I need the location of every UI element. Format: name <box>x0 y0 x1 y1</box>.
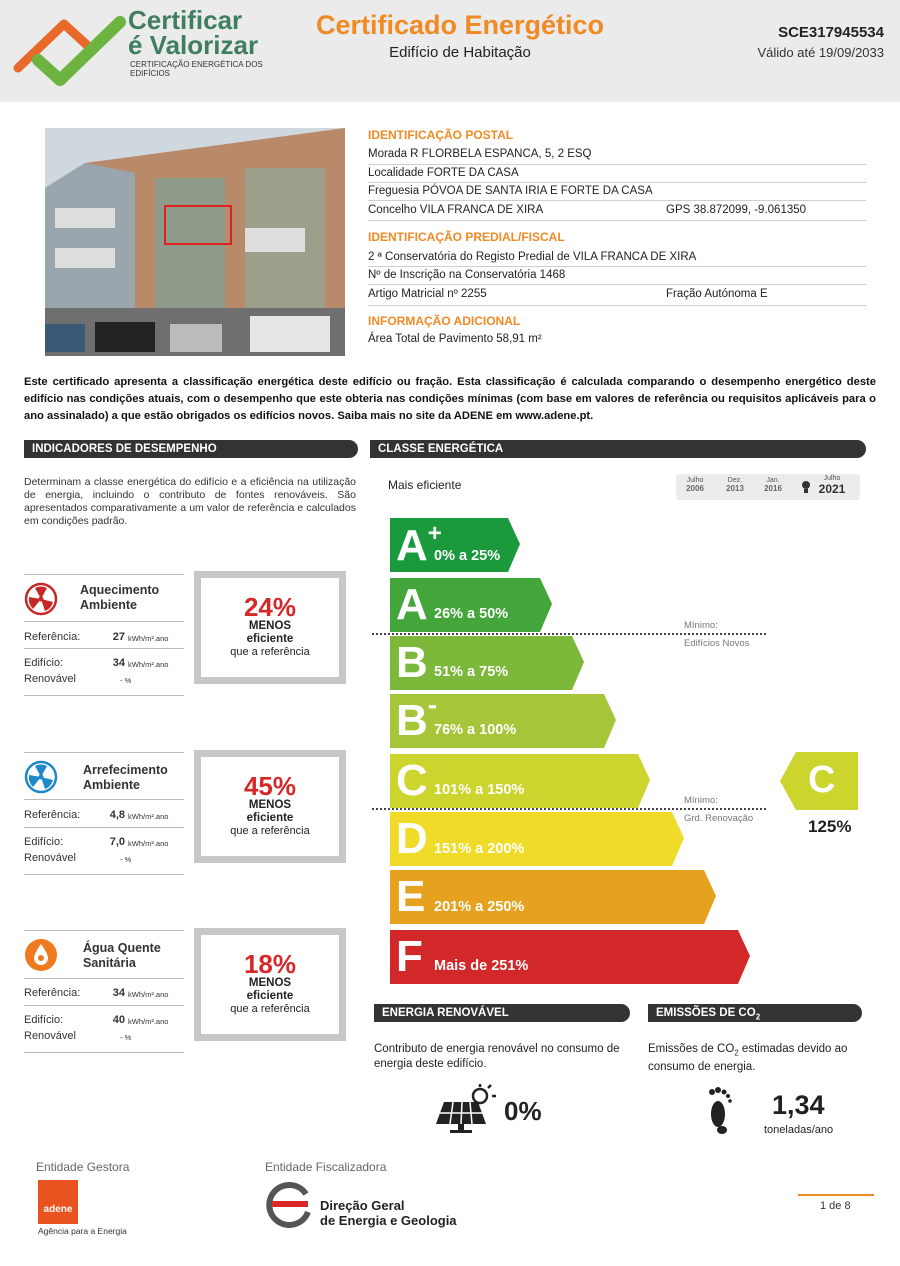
class-b-letter: B <box>396 638 428 687</box>
document-subtitle: Edifício de Habitação <box>389 44 531 61</box>
divider <box>24 621 184 622</box>
cooling-renewable-label: Renovável <box>24 852 76 864</box>
renewable-title: ENERGIA RENOVÁVEL <box>374 1004 630 1022</box>
class-d-arrow <box>390 812 684 866</box>
footprint-icon <box>704 1086 736 1134</box>
class-modifier: + <box>427 520 442 547</box>
cooling-eficiente: eficiente <box>246 812 294 824</box>
cooling-ref-text: que a referência <box>230 825 310 837</box>
hot-water-building-unit: kWh/m².ano <box>128 1017 169 1026</box>
divider <box>24 827 184 828</box>
hot-water-building-label: Edifício: <box>24 1014 64 1026</box>
cooling-menos: MENOS <box>248 799 292 811</box>
solar-panel-icon <box>436 1084 498 1134</box>
indicators-description: Determinam a classe energética do edifício e a eficiência na utilização de energia, incluindo o contributo de fontes renováveis. São apresentados comparativamente a um valor de referência e calculados em condições padrão. <box>24 476 356 527</box>
class-d-range: 151% a 200% <box>434 841 525 857</box>
date-month: Dez. <box>727 477 743 484</box>
heating-title-line-2: Ambiente <box>80 598 137 612</box>
min-new-buildings-line <box>372 633 766 635</box>
hot-water-ref-unit: kWh/m².ano <box>128 990 169 999</box>
class-e-arrow <box>390 870 716 924</box>
class-b-minus-range: 76% a 100% <box>434 722 517 738</box>
postal-gps: GPS 38.872099, -9.061350 <box>666 204 807 216</box>
hot-water-title <box>83 941 161 971</box>
divider <box>24 1005 184 1006</box>
divider <box>368 200 866 201</box>
energy-class-arrows <box>388 518 768 988</box>
brand-subtitle: CERTIFICAÇÃO ENERGÉTICA DOS EDIFÍCIOS <box>130 60 263 78</box>
class-d-letter: D <box>396 814 428 863</box>
result-class-letter: C <box>808 759 836 801</box>
heating-renewable-value: - % <box>120 676 132 685</box>
indicators-title: INDICADORES DE DESEMPENHO <box>24 440 358 458</box>
heating-efficiency-box <box>194 571 346 684</box>
postal-locality: Localidade FORTE DA CASA <box>368 167 519 179</box>
hot-water-building-value: 40 <box>112 1014 125 1026</box>
cooling-building-value: 7,0 <box>109 836 125 848</box>
class-modifier: - <box>427 689 438 720</box>
hot-water-menos: MENOS <box>248 977 292 989</box>
date-year: 2006 <box>686 484 704 493</box>
min-renovation-line <box>372 808 766 810</box>
heating-building-value: 34 <box>112 657 125 669</box>
co2-description-text: Emissões de CO <box>648 1043 735 1055</box>
divider <box>368 220 866 221</box>
divider <box>24 648 184 649</box>
heating-ref-text: que a referência <box>230 646 310 658</box>
brand-logo-icon <box>12 12 130 86</box>
date-badge-2016 <box>756 477 790 499</box>
heating-pct: 24% <box>243 592 297 622</box>
co2-description <box>648 1042 870 1075</box>
water-drop-icon <box>24 938 58 972</box>
divider <box>24 574 184 575</box>
co2-description-subscript: 2 <box>734 1048 739 1058</box>
predial-article: Artigo Matricial nº 2255 <box>368 288 487 300</box>
postal-parish: Freguesia PÓVOA DE SANTA IRIA E FORTE DA CASA <box>368 185 653 197</box>
postal-section-title: IDENTIFICAÇÃO POSTAL <box>368 128 514 142</box>
divider <box>24 695 184 696</box>
predial-fraction: Fração Autónoma E <box>666 288 768 300</box>
intro-paragraph: Este certificado apresenta a classificação energética deste edifício ou fração. Esta classificação é calculada comparando o desempenho energético deste edifício nas condições atuais, com o desempenho que este obteria nas condições mínimas (com base em valores de referência ou requisitos aplicáveis para o ano assinalado) a que estão obrigados os edifícios novos. Saiba mais no site da ADENE em www.adene.pt. <box>24 376 876 422</box>
validity-date: Válido até 19/09/2033 <box>757 45 884 60</box>
class-f-arrow <box>390 930 750 984</box>
divider <box>24 752 184 753</box>
dgeg-name-line-2: de Energia e Geologia <box>320 1213 457 1228</box>
class-e-letter: E <box>396 872 426 921</box>
heating-title-line-1: Aquecimento <box>80 583 160 597</box>
date-year: 2021 <box>818 482 846 496</box>
co2-description-text-end: estimadas devido ao consumo de energia. <box>648 1043 848 1074</box>
co2-value: 1,34 <box>772 1090 825 1120</box>
heating-building-unit: kWh/m².ano <box>128 660 169 669</box>
divider <box>24 874 184 875</box>
cooling-building-unit: kWh/m².ano <box>128 839 169 848</box>
heating-title <box>80 583 159 613</box>
divider <box>24 1052 184 1053</box>
co2-title-subscript: 2 <box>755 1012 761 1022</box>
divider <box>24 930 184 931</box>
hot-water-pct: 18% <box>243 949 297 979</box>
supervising-entity-label: Entidade Fiscalizadora <box>265 1160 387 1174</box>
divider <box>368 164 866 165</box>
class-a-range: 26% a 50% <box>434 606 509 622</box>
co2-title <box>648 1004 862 1022</box>
renewable-description: Contributo de energia renovável no consumo de energia deste edifício. <box>374 1043 620 1070</box>
cooling-efficiency-box <box>194 750 346 863</box>
page-indicator-line <box>798 1194 874 1196</box>
energy-class-title: CLASSE ENERGÉTICA <box>370 440 866 458</box>
divider <box>368 305 866 306</box>
building-photo <box>45 128 345 356</box>
class-c-letter: C <box>396 756 428 805</box>
heating-building-label: Edifício: <box>24 657 64 669</box>
heating-eficiente: eficiente <box>246 633 294 645</box>
postal-municipality: Concelho VILA FRANCA DE XIRA <box>368 204 544 216</box>
dgeg-name <box>320 1198 457 1228</box>
certificate-number: SCE317945534 <box>778 24 884 41</box>
adene-logo: adene <box>38 1180 78 1224</box>
hot-water-renewable-label: Renovável <box>24 1030 76 1042</box>
class-a-plus-range: 0% a 25% <box>434 548 501 564</box>
class-b-minus-label <box>396 689 438 745</box>
cooling-fan-icon <box>24 760 58 794</box>
min-new-label-1: Mínimo: <box>684 620 718 631</box>
date-year: 2016 <box>764 484 782 493</box>
cooling-ref-unit: kWh/m².ano <box>128 812 169 821</box>
divider <box>24 978 184 979</box>
cooling-title-line-1: Arrefecimento <box>83 763 168 777</box>
dgeg-name-line-1: Direção Geral <box>320 1198 405 1213</box>
class-letter: B <box>396 696 428 745</box>
cooling-pct: 45% <box>243 771 297 801</box>
date-badge-2021 <box>814 475 850 497</box>
hot-water-efficiency-box <box>194 928 346 1041</box>
predial-section-title: IDENTIFICAÇÃO PREDIAL/FISCAL <box>368 230 565 244</box>
min-new-label-2: Edifícios Novos <box>684 638 750 649</box>
heating-ref-label: Referência: <box>24 631 81 643</box>
cooling-ref-label: Referência: <box>24 809 81 821</box>
date-badge-2013 <box>718 477 752 499</box>
class-e-range: 201% a 250% <box>434 899 525 915</box>
divider <box>368 284 866 285</box>
date-badge-2006 <box>678 477 712 499</box>
hot-water-title-line-1: Água Quente <box>83 941 161 955</box>
additional-area: Área Total de Pavimento 58,91 m² <box>368 333 542 345</box>
cooling-renewable-value: - % <box>120 855 132 864</box>
hot-water-eficiente: eficiente <box>246 990 294 1002</box>
cooling-title-line-2: Ambiente <box>83 778 140 792</box>
hot-water-ref-value: 34 <box>112 987 125 999</box>
heating-fan-icon <box>24 582 58 616</box>
cooling-title <box>83 763 168 793</box>
class-letter: A <box>396 521 428 570</box>
brand-line-1: Certificar <box>128 5 243 35</box>
renewable-value: 0% <box>504 1096 542 1126</box>
managing-entity-label: Entidade Gestora <box>36 1160 130 1174</box>
divider <box>24 799 184 800</box>
divider <box>368 266 866 267</box>
hot-water-ref-label: Referência: <box>24 987 81 999</box>
hot-water-ref-text: que a referência <box>230 1003 310 1015</box>
date-month: Julho <box>686 477 704 484</box>
heating-ref-unit: kWh/m².ano <box>128 634 169 643</box>
hot-water-title-line-2: Sanitária <box>83 956 136 970</box>
hot-water-renewable-value: - % <box>120 1033 132 1042</box>
postal-address: Morada R FLORBELA ESPANCA, 5, 2 ESQ <box>368 148 592 160</box>
date-month: Jan. <box>766 477 780 484</box>
predial-inscription: Nº de Inscrição na Conservatória 1468 <box>368 269 566 281</box>
class-c-range: 101% a 150% <box>434 782 525 798</box>
divider <box>368 182 866 183</box>
cooling-building-label: Edifício: <box>24 836 64 848</box>
class-f-range: Mais de 251% <box>434 958 529 974</box>
min-renovation-label-2: Grd. Renovação <box>684 813 754 824</box>
co2-unit: toneladas/ano <box>764 1124 834 1136</box>
dgeg-logo-icon <box>266 1180 314 1228</box>
class-f-letter: F <box>396 932 423 981</box>
class-a-letter: A <box>396 580 428 629</box>
class-b-range: 51% a 75% <box>434 664 509 680</box>
heating-menos: MENOS <box>248 620 292 632</box>
bulb-icon <box>800 480 812 494</box>
brand-name <box>128 5 259 60</box>
predial-registry: 2 ª Conservatória do Registo Predial de VILA FRANCA DE XIRA <box>368 251 697 263</box>
cooling-ref-value: 4,8 <box>109 809 125 821</box>
date-month: Julho <box>823 475 841 482</box>
heating-ref-value: 27 <box>112 631 125 643</box>
date-year: 2013 <box>726 484 744 493</box>
document-title: Certificado Energético <box>315 10 605 40</box>
additional-section-title: INFORMAÇÃO ADICIONAL <box>368 314 521 328</box>
more-efficient-label: Mais eficiente <box>388 478 462 492</box>
page-number: 1 de 8 <box>820 1200 851 1212</box>
heating-renewable-label: Renovável <box>24 673 76 685</box>
brand-line-2: é Valorizar <box>128 30 259 60</box>
adene-subtitle: Agência para a Energia <box>38 1226 127 1236</box>
result-class-pct: 125% <box>808 817 852 836</box>
co2-title-text: EMISSÕES DE CO <box>656 1007 756 1019</box>
class-c-arrow <box>390 754 650 808</box>
min-renovation-label-1: Mínimo: <box>684 795 718 806</box>
